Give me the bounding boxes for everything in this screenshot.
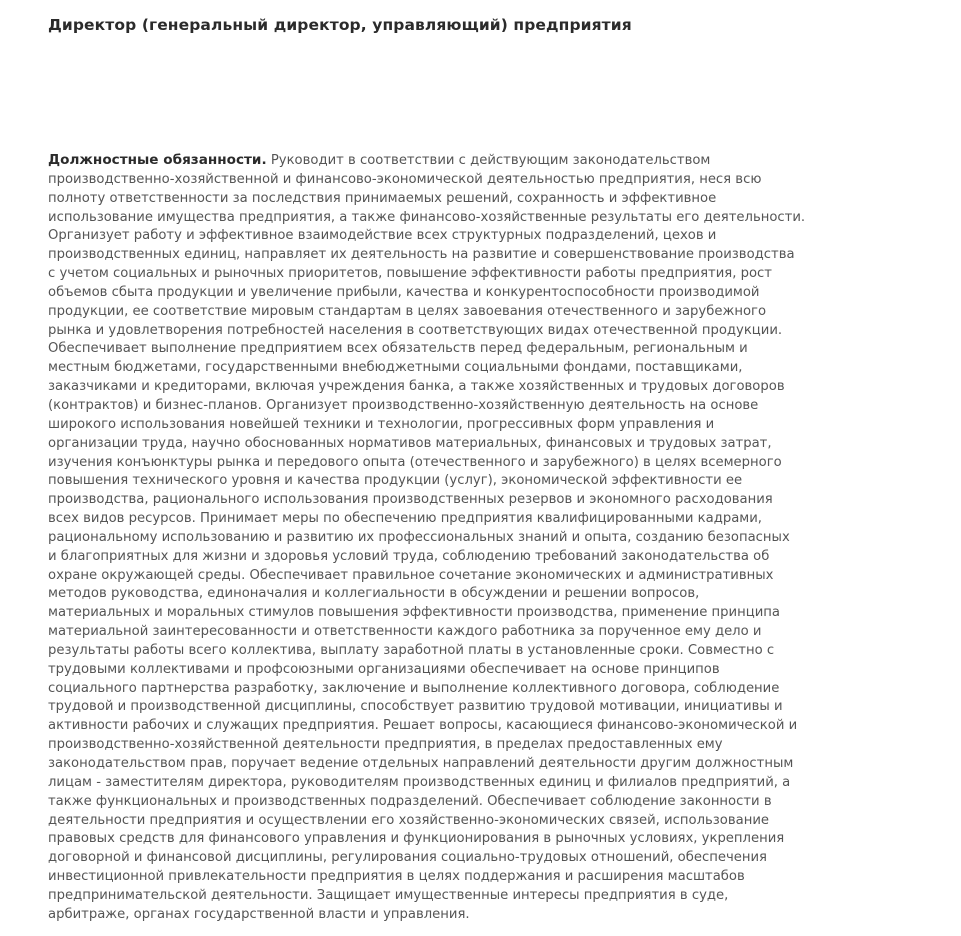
paragraph-text: Руководит в соответствии с действующим законодательством bbox=[266, 153, 711, 168]
paragraph-lines bbox=[48, 171, 948, 925]
paragraph-line: использование имущества предприятия, а также финансово-хозяйственные результаты его деятельности. bbox=[48, 209, 806, 225]
paragraph-line: повышения технического уровня и качества продукции (услуг), экономической эффективности ее bbox=[48, 473, 743, 489]
section-heading: Должностные обязанности. bbox=[48, 152, 267, 168]
paragraph-line: деятельности предприятия и осуществлении его хозяйственно-экономических связей, использование bbox=[48, 812, 770, 828]
job-duties-paragraph bbox=[48, 151, 948, 925]
paragraph-line: методов руководства, единоначалия и коллегиальности в обсуждении и решении вопросов, bbox=[48, 586, 700, 602]
paragraph-line: рынка и удовлетворения потребностей населения в соответствующих видах отечественной продукции. bbox=[48, 322, 783, 338]
paragraph-line: договорной и финансовой дисциплины, регулирования социально-трудовых отношений, обеспечения bbox=[48, 850, 767, 866]
paragraph-line: также функциональных и производственных подразделений. Обеспечивает соблюдение законности в bbox=[48, 793, 772, 809]
paragraph-line: правовых средств для финансового управления и функционирования в рыночных условиях, укрепления bbox=[48, 831, 785, 847]
page-title: Директор (генеральный директор, управляющий) предприятия bbox=[48, 16, 632, 34]
paragraph-line: охране окружающей среды. Обеспечивает правильное сочетание экономических и административных bbox=[48, 567, 774, 583]
paragraph-line: широкого использования новейшей техники и технологии, прогрессивных форм управления и bbox=[48, 416, 715, 432]
paragraph-line: продукции, ее соответствие мировым стандартам в целях завоевания отечественного и зарубежного bbox=[48, 303, 767, 319]
paragraph-line: местным бюджетами, государственными внебюджетными социальными фондами, поставщиками, bbox=[48, 360, 743, 376]
paragraph-line: социального партнерства разработку, заключение и выполнение коллективного договора, соблюдение bbox=[48, 680, 780, 696]
paragraph-line: материальных и моральных стимулов повышения эффективности производства, применение принципа bbox=[48, 605, 780, 621]
paragraph-line: трудовыми коллективами и профсоюзными организациями обеспечивает на основе принципов bbox=[48, 661, 720, 677]
paragraph-line: материальной заинтересованности и ответственности каждого работника за порученное ему дело и bbox=[48, 624, 762, 640]
paragraph-line: объемов сбыта продукции и увеличение прибыли, качества и конкурентоспособности производимой bbox=[48, 284, 760, 300]
paragraph-line: активности рабочих и служащих предприятия. Решает вопросы, касающиеся финансово-экономической и bbox=[48, 718, 798, 734]
paragraph-line bbox=[48, 151, 948, 171]
paragraph-line: законодательством прав, поручает ведение отдельных направлений деятельности другим должностным bbox=[48, 756, 794, 771]
paragraph-line: лицам - заместителям директора, руководителям производственных единиц и филиалов предприятий, а bbox=[48, 774, 791, 790]
paragraph-line: трудовой и производственной дисциплины, способствует развитию трудовой мотивации, инициативы и bbox=[48, 699, 783, 715]
paragraph-line: (контрактов) и бизнес-планов. Организует производственно-хозяйственную деятельность на основе bbox=[48, 397, 759, 413]
paragraph-line: полноту ответственности за последствия принимаемых решений, сохранность и эффективное bbox=[48, 190, 717, 206]
paragraph-line: Организует работу и эффективное взаимодействие всех структурных подразделений, цехов и bbox=[48, 228, 717, 244]
paragraph-line: изучения конъюнктуры рынка и передового опыта (отечественного и зарубежного) в целях всемерного bbox=[48, 454, 782, 470]
paragraph-line: производственных единиц, направляет их деятельность на развитие и совершенствование производства bbox=[48, 247, 795, 263]
paragraph-line: рациональному использованию и развитию их профессиональных знаний и опыта, созданию безопасных bbox=[48, 529, 790, 545]
paragraph-line: с учетом социальных и рыночных приоритетов, повышение эффективности работы предприятия, рост bbox=[48, 266, 772, 282]
paragraph-line: организации труда, научно обоснованных нормативов материальных, финансовых и трудовых затрат, bbox=[48, 435, 772, 451]
paragraph-line: арбитраже, органах государственной власти и управления. bbox=[48, 906, 470, 922]
paragraph-line: предпринимательской деятельности. Защищает имущественные интересы предприятия в суде, bbox=[48, 887, 729, 903]
paragraph-line: инвестиционной привлекательности предприятия в целях поддержания и расширения масштабов bbox=[48, 869, 745, 885]
paragraph-line: производственно-хозяйственной и финансово-экономической деятельностью предприятия, неся всю bbox=[48, 171, 762, 187]
paragraph-line: результаты работы всего коллектива, выплату заработной платы в установленные сроки. Совместно с bbox=[48, 642, 775, 658]
paragraph-line: и благоприятных для жизни и здоровья условий труда, соблюдению требований законодательства об bbox=[48, 548, 770, 564]
paragraph-line: заказчиками и кредиторами, включая учреждения банка, а также хозяйственных и трудовых договоров bbox=[48, 379, 785, 395]
paragraph-line: производства, рационального использования производственных резервов и экономного расходования bbox=[48, 492, 773, 508]
paragraph-line: Обеспечивает выполнение предприятием всех обязательств перед федеральным, региональным и bbox=[48, 341, 748, 357]
paragraph-line: всех видов ресурсов. Принимает меры по обеспечению предприятия квалифицированными кадрами, bbox=[48, 511, 762, 527]
paragraph-line: производственно-хозяйственной деятельности предприятия, в пределах предоставленных ему bbox=[48, 737, 723, 753]
